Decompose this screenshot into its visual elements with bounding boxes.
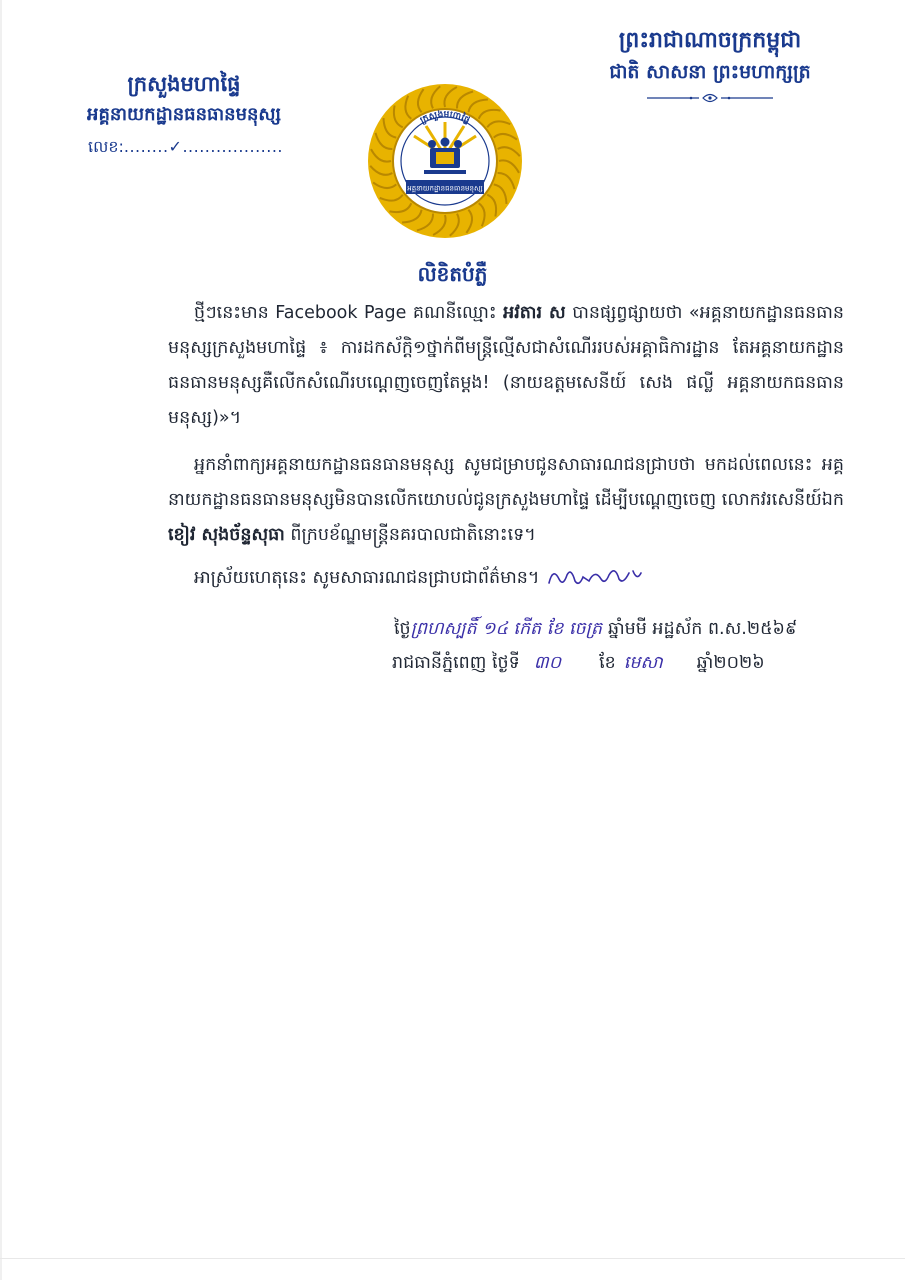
solar-year: ឆ្នាំ២០២៦ [696, 653, 765, 673]
lunar-suffix: ឆ្នាំមមី អដ្ឋស័ក ព.ស.២៥៦៩ [607, 619, 798, 639]
paragraph-1 [168, 296, 844, 436]
lunar-prefix: ថ្ងៃ [394, 619, 411, 639]
para2-text-b: ពីក្របខ័ណ្ឌមន្ត្រីនគរបាលជាតិនោះទេ។ [284, 525, 536, 545]
para3-text: អាស្រ័យហេតុនេះ សូមសាធារណជនជ្រាបជាព័ត៌មាន។ [194, 568, 540, 588]
page-bottom-edge [0, 1258, 905, 1259]
lunar-handwritten: ព្រហស្បតិ៍ ១៤ កើត ខែ ចេត្រ [410, 619, 602, 639]
initials-signature-icon [545, 561, 655, 595]
paragraph-3 [168, 561, 844, 596]
reference-dots: ........✓.................. [123, 137, 283, 156]
reference-label: លេខ: [88, 137, 124, 156]
solar-day: ៣០ [533, 653, 562, 673]
lunar-date-line [394, 612, 797, 646]
kingdom-title: ព្រះរាជាណាចក្រកម្ពុជា [618, 28, 802, 53]
document-title: លិខិតបំភ្លឺ [417, 262, 488, 286]
seal-text-bottom: អគ្គនាយកដ្ឋានធនធានមនុស្ស [407, 184, 483, 193]
ministry-name: ក្រសួងមហាផ្ទៃ [127, 72, 241, 96]
department-name: អគ្គនាយកដ្ឋានធនធានមនុស្ស [87, 104, 281, 125]
para1-page-name: អវតារ ស [503, 303, 566, 323]
para1-text-a: ថ្មីៗនេះមាន Facebook Page គណនីឈ្មោះ [194, 303, 504, 323]
kingdom-header [560, 24, 860, 108]
para1-text-b: បានផ្សព្វផ្សាយថា «អគ្គនាយកដ្ឋានធនធានមនុស្សក្រសួងមហាផ្ទៃ ៖ ការដកស័ក្តិ១ថ្នាក់ពីមន្ត្រីល្មើសជាសំណើររបស់អគ្គាធិការដ្ឋាន តែអគ្គនាយកដ្ឋានធនធានមនុស្សគឺលើកសំណើរបណ្តេញចេញតែម្តង! (នាយឧត្តមសេនីយ៍ សេង ផល្លី អគ្គនាយកធនធានមនុស្ស)»។ [168, 303, 845, 428]
ministry-header [66, 68, 302, 130]
reference-number [88, 132, 283, 162]
solar-date-line [392, 646, 765, 680]
paragraph-2 [168, 448, 844, 553]
ornament-divider-icon [645, 92, 775, 104]
national-motto: ជាតិ សាសនា ព្រះមហាក្សត្រ [609, 61, 811, 83]
para2-text-a: អ្នកនាំពាក្យអគ្គនាយកដ្ឋានធនធានមនុស្ស សូមជម្រាបជូនសាធារណជនជ្រាបថា មកដល់ពេលនេះ អគ្គនាយកដ្ឋានធនធានមនុស្សមិនបានលើកយោបល់ជូនក្រសួងមហាផ្ទៃ ដើម្បីបណ្តេញចេញ លោកវរសេនីយ៍ឯក [168, 455, 844, 510]
solar-month: មេសា [623, 653, 663, 673]
seal-text-top: ក្រសួងមហាផ្ទៃ [418, 109, 472, 127]
solar-month-label: ខែ [599, 653, 616, 673]
solar-prefix: រាជធានីភ្នំពេញ ថ្ងៃទី [392, 653, 520, 673]
ministry-of-interior-seal-icon [366, 82, 524, 240]
para2-officer-name: ខៀវ សុងច័ន្ទសុធា [168, 525, 285, 545]
